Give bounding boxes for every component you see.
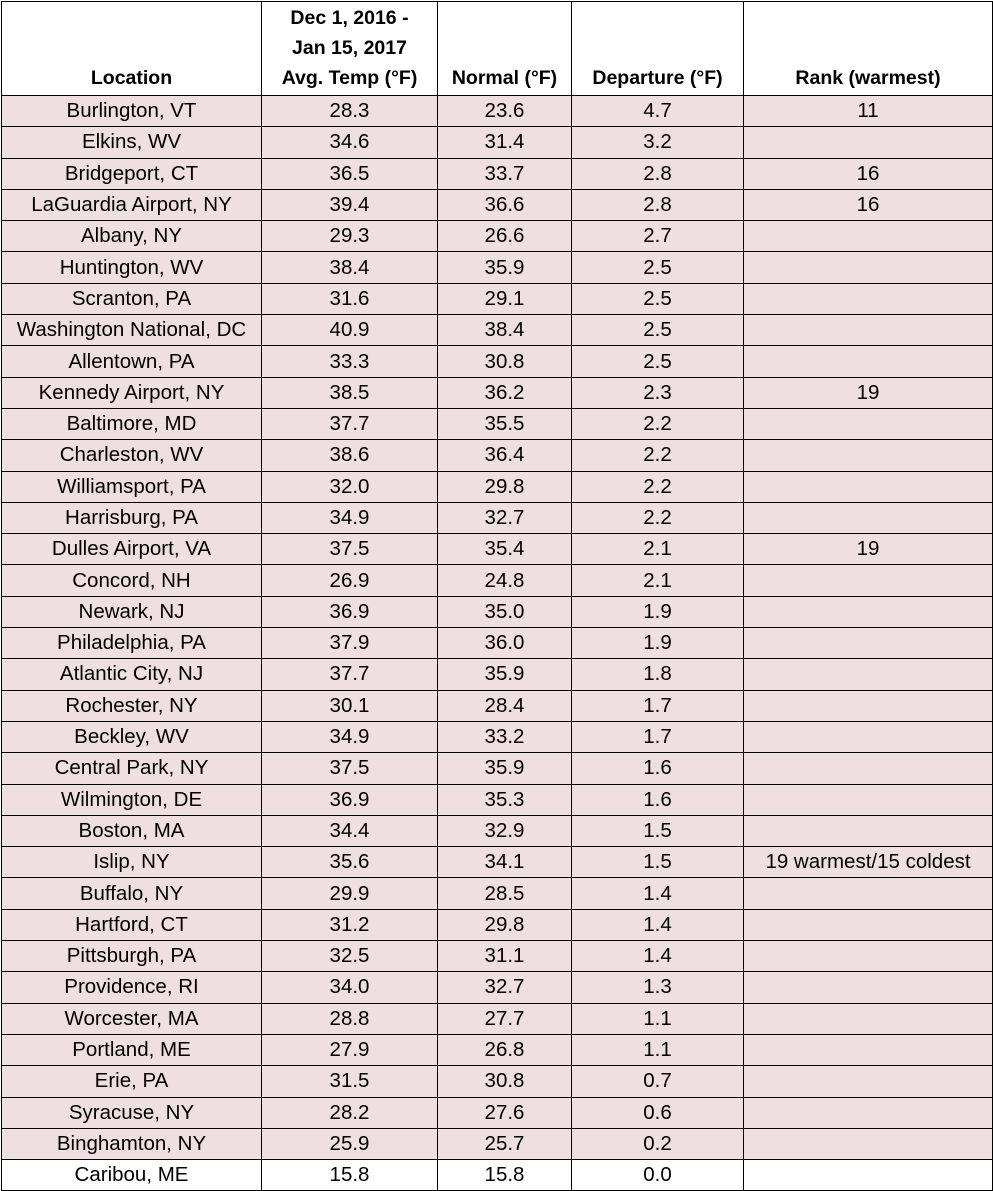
cell-rank bbox=[744, 941, 993, 972]
table-row bbox=[2, 909, 993, 940]
cell-departure: 1.4 bbox=[572, 909, 744, 940]
cell-departure: 1.5 bbox=[572, 847, 744, 878]
cell-rank bbox=[744, 1128, 993, 1159]
cell-avg-temp: 39.4 bbox=[262, 189, 438, 220]
cell-normal: 35.9 bbox=[438, 753, 572, 784]
cell-departure: 0.7 bbox=[572, 1066, 744, 1097]
cell-normal: 35.9 bbox=[438, 659, 572, 690]
cell-location: Erie, PA bbox=[2, 1066, 262, 1097]
cell-location: Binghamton, NY bbox=[2, 1128, 262, 1159]
cell-departure: 1.1 bbox=[572, 1034, 744, 1065]
table-row bbox=[2, 690, 993, 721]
cell-avg-temp: 28.3 bbox=[262, 96, 438, 127]
cell-avg-temp: 37.9 bbox=[262, 628, 438, 659]
header-row bbox=[2, 2, 993, 96]
cell-avg-temp: 29.9 bbox=[262, 878, 438, 909]
header-avg-temp-line-2: Jan 15, 2017 bbox=[292, 37, 407, 59]
cell-normal: 35.4 bbox=[438, 534, 572, 565]
cell-rank bbox=[744, 565, 993, 596]
table-row bbox=[2, 1160, 993, 1191]
cell-normal: 36.4 bbox=[438, 440, 572, 471]
cell-avg-temp: 29.3 bbox=[262, 221, 438, 252]
cell-departure: 2.2 bbox=[572, 502, 744, 533]
header-avg-temp-line-3: Avg. Temp (°F) bbox=[281, 67, 418, 89]
cell-location: LaGuardia Airport, NY bbox=[2, 189, 262, 220]
cell-location: Harrisburg, PA bbox=[2, 502, 262, 533]
cell-avg-temp: 32.0 bbox=[262, 471, 438, 502]
cell-location: Central Park, NY bbox=[2, 753, 262, 784]
table-row bbox=[2, 784, 993, 815]
cell-avg-temp: 34.9 bbox=[262, 502, 438, 533]
cell-location: Beckley, WV bbox=[2, 721, 262, 752]
cell-departure: 2.7 bbox=[572, 221, 744, 252]
cell-location: Portland, ME bbox=[2, 1034, 262, 1065]
table-row bbox=[2, 127, 993, 158]
table-row bbox=[2, 221, 993, 252]
cell-departure: 1.7 bbox=[572, 721, 744, 752]
cell-departure: 1.9 bbox=[572, 628, 744, 659]
cell-normal: 32.9 bbox=[438, 815, 572, 846]
cell-avg-temp: 31.5 bbox=[262, 1066, 438, 1097]
cell-rank bbox=[744, 1160, 993, 1191]
cell-avg-temp: 37.7 bbox=[262, 408, 438, 439]
header-rank: Rank (warmest) bbox=[744, 2, 993, 96]
cell-normal: 31.1 bbox=[438, 941, 572, 972]
cell-departure: 2.5 bbox=[572, 315, 744, 346]
table-header bbox=[2, 2, 993, 96]
cell-location: Burlington, VT bbox=[2, 96, 262, 127]
cell-location: Charleston, WV bbox=[2, 440, 262, 471]
cell-departure: 2.8 bbox=[572, 189, 744, 220]
cell-rank bbox=[744, 315, 993, 346]
cell-avg-temp: 32.5 bbox=[262, 941, 438, 972]
cell-departure: 0.0 bbox=[572, 1160, 744, 1191]
cell-rank bbox=[744, 659, 993, 690]
cell-rank bbox=[744, 283, 993, 314]
cell-normal: 29.8 bbox=[438, 471, 572, 502]
cell-normal: 33.2 bbox=[438, 721, 572, 752]
cell-normal: 15.8 bbox=[438, 1160, 572, 1191]
cell-avg-temp: 15.8 bbox=[262, 1160, 438, 1191]
table-row bbox=[2, 315, 993, 346]
cell-rank bbox=[744, 596, 993, 627]
cell-location: Atlantic City, NJ bbox=[2, 659, 262, 690]
cell-normal: 35.9 bbox=[438, 252, 572, 283]
table-row bbox=[2, 1128, 993, 1159]
cell-location: Caribou, ME bbox=[2, 1160, 262, 1191]
table-row bbox=[2, 534, 993, 565]
table-row bbox=[2, 440, 993, 471]
cell-normal: 36.0 bbox=[438, 628, 572, 659]
cell-departure: 4.7 bbox=[572, 96, 744, 127]
table-row bbox=[2, 1003, 993, 1034]
cell-rank bbox=[744, 408, 993, 439]
cell-avg-temp: 36.9 bbox=[262, 596, 438, 627]
cell-location: Providence, RI bbox=[2, 972, 262, 1003]
cell-location: Kennedy Airport, NY bbox=[2, 377, 262, 408]
cell-rank bbox=[744, 502, 993, 533]
cell-normal: 29.8 bbox=[438, 909, 572, 940]
cell-rank bbox=[744, 221, 993, 252]
cell-normal: 27.7 bbox=[438, 1003, 572, 1034]
header-location: Location bbox=[2, 2, 262, 96]
cell-departure: 1.8 bbox=[572, 659, 744, 690]
cell-rank bbox=[744, 440, 993, 471]
table-body bbox=[2, 96, 993, 1191]
cell-avg-temp: 31.2 bbox=[262, 909, 438, 940]
cell-departure: 2.5 bbox=[572, 346, 744, 377]
table-row bbox=[2, 471, 993, 502]
table-row bbox=[2, 815, 993, 846]
cell-rank bbox=[744, 252, 993, 283]
table-row bbox=[2, 158, 993, 189]
table-row bbox=[2, 346, 993, 377]
header-normal: Normal (°F) bbox=[438, 2, 572, 96]
cell-location: Concord, NH bbox=[2, 565, 262, 596]
table-row bbox=[2, 847, 993, 878]
cell-departure: 1.4 bbox=[572, 941, 744, 972]
table-row bbox=[2, 1034, 993, 1065]
cell-rank bbox=[744, 471, 993, 502]
cell-location: Boston, MA bbox=[2, 815, 262, 846]
header-avg-temp-line-1: Dec 1, 2016 - bbox=[290, 7, 409, 29]
table-row bbox=[2, 659, 993, 690]
table-row bbox=[2, 252, 993, 283]
cell-avg-temp: 38.5 bbox=[262, 377, 438, 408]
table-row bbox=[2, 502, 993, 533]
cell-departure: 0.6 bbox=[572, 1097, 744, 1128]
table-row bbox=[2, 189, 993, 220]
cell-location: Huntington, WV bbox=[2, 252, 262, 283]
cell-location: Pittsburgh, PA bbox=[2, 941, 262, 972]
cell-departure: 1.5 bbox=[572, 815, 744, 846]
table-row bbox=[2, 972, 993, 1003]
cell-rank: 19 bbox=[744, 534, 993, 565]
cell-departure: 1.6 bbox=[572, 753, 744, 784]
cell-normal: 24.8 bbox=[438, 565, 572, 596]
cell-departure: 2.8 bbox=[572, 158, 744, 189]
cell-rank bbox=[744, 1097, 993, 1128]
cell-normal: 35.0 bbox=[438, 596, 572, 627]
cell-rank bbox=[744, 690, 993, 721]
cell-location: Elkins, WV bbox=[2, 127, 262, 158]
temperature-table bbox=[1, 1, 993, 1191]
cell-normal: 35.3 bbox=[438, 784, 572, 815]
cell-rank bbox=[744, 784, 993, 815]
cell-avg-temp: 28.8 bbox=[262, 1003, 438, 1034]
cell-normal: 35.5 bbox=[438, 408, 572, 439]
cell-normal: 28.4 bbox=[438, 690, 572, 721]
cell-avg-temp: 34.6 bbox=[262, 127, 438, 158]
cell-normal: 31.4 bbox=[438, 127, 572, 158]
cell-avg-temp: 35.6 bbox=[262, 847, 438, 878]
cell-avg-temp: 26.9 bbox=[262, 565, 438, 596]
cell-normal: 36.6 bbox=[438, 189, 572, 220]
header-departure: Departure (°F) bbox=[572, 2, 744, 96]
cell-avg-temp: 25.9 bbox=[262, 1128, 438, 1159]
cell-rank bbox=[744, 1066, 993, 1097]
cell-departure: 3.2 bbox=[572, 127, 744, 158]
table-row bbox=[2, 628, 993, 659]
cell-departure: 1.3 bbox=[572, 972, 744, 1003]
cell-location: Wilmington, DE bbox=[2, 784, 262, 815]
cell-normal: 29.1 bbox=[438, 283, 572, 314]
cell-rank: 16 bbox=[744, 158, 993, 189]
cell-departure: 2.2 bbox=[572, 440, 744, 471]
cell-departure: 1.4 bbox=[572, 878, 744, 909]
cell-rank: 16 bbox=[744, 189, 993, 220]
cell-rank bbox=[744, 1003, 993, 1034]
cell-rank bbox=[744, 972, 993, 1003]
cell-location: Newark, NJ bbox=[2, 596, 262, 627]
cell-normal: 32.7 bbox=[438, 502, 572, 533]
cell-rank bbox=[744, 909, 993, 940]
cell-avg-temp: 28.2 bbox=[262, 1097, 438, 1128]
table-row bbox=[2, 596, 993, 627]
cell-location: Allentown, PA bbox=[2, 346, 262, 377]
cell-avg-temp: 37.5 bbox=[262, 753, 438, 784]
cell-rank bbox=[744, 127, 993, 158]
cell-normal: 32.7 bbox=[438, 972, 572, 1003]
cell-avg-temp: 36.5 bbox=[262, 158, 438, 189]
cell-normal: 30.8 bbox=[438, 1066, 572, 1097]
cell-avg-temp: 33.3 bbox=[262, 346, 438, 377]
cell-departure: 2.1 bbox=[572, 534, 744, 565]
cell-location: Bridgeport, CT bbox=[2, 158, 262, 189]
cell-departure: 1.9 bbox=[572, 596, 744, 627]
cell-rank bbox=[744, 721, 993, 752]
cell-rank: 11 bbox=[744, 96, 993, 127]
cell-location: Washington National, DC bbox=[2, 315, 262, 346]
cell-avg-temp: 38.6 bbox=[262, 440, 438, 471]
table-row bbox=[2, 721, 993, 752]
table-row bbox=[2, 408, 993, 439]
cell-location: Islip, NY bbox=[2, 847, 262, 878]
table-row bbox=[2, 96, 993, 127]
cell-avg-temp: 40.9 bbox=[262, 315, 438, 346]
cell-location: Baltimore, MD bbox=[2, 408, 262, 439]
cell-avg-temp: 37.5 bbox=[262, 534, 438, 565]
cell-rank bbox=[744, 878, 993, 909]
table-row bbox=[2, 878, 993, 909]
table-row bbox=[2, 283, 993, 314]
cell-avg-temp: 30.1 bbox=[262, 690, 438, 721]
cell-location: Buffalo, NY bbox=[2, 878, 262, 909]
cell-avg-temp: 31.6 bbox=[262, 283, 438, 314]
cell-location: Philadelphia, PA bbox=[2, 628, 262, 659]
cell-departure: 2.3 bbox=[572, 377, 744, 408]
cell-departure: 2.2 bbox=[572, 408, 744, 439]
cell-rank: 19 warmest/15 coldest bbox=[744, 847, 993, 878]
cell-rank bbox=[744, 346, 993, 377]
cell-location: Rochester, NY bbox=[2, 690, 262, 721]
cell-normal: 27.6 bbox=[438, 1097, 572, 1128]
cell-location: Albany, NY bbox=[2, 221, 262, 252]
cell-normal: 36.2 bbox=[438, 377, 572, 408]
cell-location: Hartford, CT bbox=[2, 909, 262, 940]
table-row bbox=[2, 565, 993, 596]
cell-normal: 38.4 bbox=[438, 315, 572, 346]
table-row bbox=[2, 1097, 993, 1128]
cell-avg-temp: 38.4 bbox=[262, 252, 438, 283]
cell-normal: 26.6 bbox=[438, 221, 572, 252]
table-row bbox=[2, 377, 993, 408]
cell-departure: 2.1 bbox=[572, 565, 744, 596]
cell-departure: 2.5 bbox=[572, 283, 744, 314]
table-row bbox=[2, 941, 993, 972]
cell-normal: 25.7 bbox=[438, 1128, 572, 1159]
cell-location: Worcester, MA bbox=[2, 1003, 262, 1034]
cell-rank bbox=[744, 1034, 993, 1065]
cell-location: Syracuse, NY bbox=[2, 1097, 262, 1128]
cell-avg-temp: 36.9 bbox=[262, 784, 438, 815]
cell-departure: 1.1 bbox=[572, 1003, 744, 1034]
cell-avg-temp: 27.9 bbox=[262, 1034, 438, 1065]
cell-rank bbox=[744, 628, 993, 659]
cell-normal: 30.8 bbox=[438, 346, 572, 377]
table-row bbox=[2, 753, 993, 784]
table-row bbox=[2, 1066, 993, 1097]
cell-avg-temp: 34.9 bbox=[262, 721, 438, 752]
cell-normal: 26.8 bbox=[438, 1034, 572, 1065]
cell-departure: 2.5 bbox=[572, 252, 744, 283]
cell-location: Scranton, PA bbox=[2, 283, 262, 314]
cell-departure: 1.7 bbox=[572, 690, 744, 721]
cell-rank bbox=[744, 753, 993, 784]
cell-avg-temp: 34.0 bbox=[262, 972, 438, 1003]
cell-avg-temp: 34.4 bbox=[262, 815, 438, 846]
cell-normal: 33.7 bbox=[438, 158, 572, 189]
cell-normal: 34.1 bbox=[438, 847, 572, 878]
cell-normal: 23.6 bbox=[438, 96, 572, 127]
cell-departure: 0.2 bbox=[572, 1128, 744, 1159]
cell-location: Dulles Airport, VA bbox=[2, 534, 262, 565]
header-avg-temp bbox=[262, 2, 438, 96]
cell-departure: 2.2 bbox=[572, 471, 744, 502]
cell-departure: 1.6 bbox=[572, 784, 744, 815]
cell-location: Williamsport, PA bbox=[2, 471, 262, 502]
cell-avg-temp: 37.7 bbox=[262, 659, 438, 690]
cell-rank: 19 bbox=[744, 377, 993, 408]
cell-normal: 28.5 bbox=[438, 878, 572, 909]
cell-rank bbox=[744, 815, 993, 846]
